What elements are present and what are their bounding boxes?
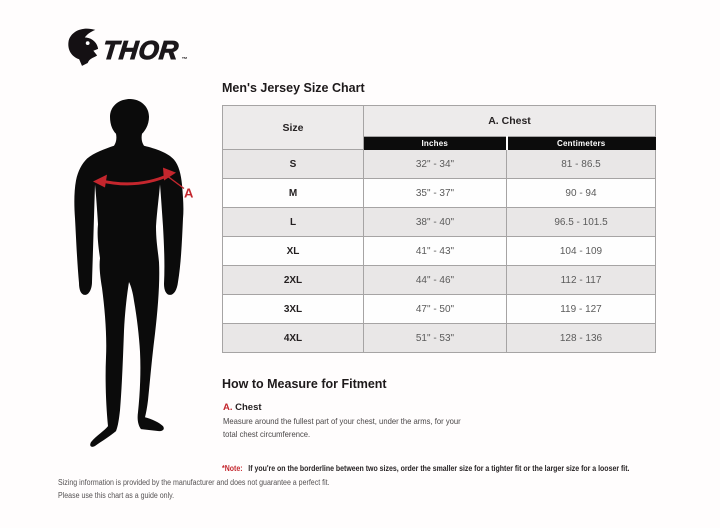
table-row bbox=[223, 266, 656, 295]
size-cell: M bbox=[223, 179, 364, 208]
disclaimer-line1: Sizing information is provided by the manufacturer and does not guarantee a perfect fit. bbox=[58, 478, 330, 487]
male-silhouette-chest-measurement bbox=[57, 97, 227, 455]
inches-cell: 47" - 50" bbox=[364, 295, 507, 324]
inches-cell: 35" - 37" bbox=[364, 179, 507, 208]
centimeters-cell: 112 - 117 bbox=[507, 266, 656, 295]
size-column-header: Size bbox=[223, 106, 364, 150]
centimeters-header: Centimeters bbox=[507, 137, 656, 150]
measure-item-letter: A. bbox=[223, 402, 233, 413]
inches-cell: 32" - 34" bbox=[364, 150, 507, 179]
size-cell: 2XL bbox=[223, 266, 364, 295]
size-cell: L bbox=[223, 208, 364, 237]
size-cell: S bbox=[223, 150, 364, 179]
size-chart-panel bbox=[222, 0, 662, 528]
centimeters-cell: 128 - 136 bbox=[507, 324, 656, 353]
inches-cell: 51" - 53" bbox=[364, 324, 507, 353]
thor-wordmark: THOR bbox=[101, 35, 181, 65]
note-label: *Note: bbox=[222, 463, 243, 473]
centimeters-cell: 104 - 109 bbox=[507, 237, 656, 266]
centimeters-cell: 96.5 - 101.5 bbox=[507, 208, 656, 237]
table-row bbox=[223, 324, 656, 353]
measure-item-chest bbox=[223, 402, 262, 413]
page-title: Men's Jersey Size Chart bbox=[222, 81, 365, 95]
table-row bbox=[223, 179, 656, 208]
centimeters-cell: 81 - 86.5 bbox=[507, 150, 656, 179]
measure-item-label: Chest bbox=[235, 402, 262, 413]
trademark-symbol: ™ bbox=[181, 57, 188, 63]
centimeters-cell: 90 - 94 bbox=[507, 179, 656, 208]
table-row bbox=[223, 150, 656, 179]
sizing-note bbox=[222, 463, 629, 473]
table-row bbox=[223, 208, 656, 237]
table-row bbox=[223, 237, 656, 266]
size-chart-table bbox=[222, 105, 656, 353]
table-header-row bbox=[223, 106, 656, 137]
thor-ram-head-icon bbox=[64, 26, 100, 66]
inches-header: Inches bbox=[364, 137, 507, 150]
manufacturer-disclaimer bbox=[58, 477, 330, 503]
table-row bbox=[223, 295, 656, 324]
measure-description-line1: Measure around the fullest part of your chest, under the arms, for your bbox=[223, 416, 461, 426]
chest-label-a: A bbox=[184, 185, 194, 201]
note-text: If you're on the borderline between two sizes, order the smaller size for a tighter fit or the larger size for a looser fit. bbox=[248, 463, 630, 473]
measure-description bbox=[223, 415, 461, 441]
size-cell: 3XL bbox=[223, 295, 364, 324]
inches-cell: 41" - 43" bbox=[364, 237, 507, 266]
size-cell: 4XL bbox=[223, 324, 364, 353]
disclaimer-line2: Please use this chart as a guide only. bbox=[58, 490, 175, 500]
size-cell: XL bbox=[223, 237, 364, 266]
inches-cell: 44" - 46" bbox=[364, 266, 507, 295]
measure-description-line2: total chest circumference. bbox=[223, 429, 311, 440]
howto-heading: How to Measure for Fitment bbox=[222, 377, 387, 391]
chest-column-header: A. Chest bbox=[364, 106, 656, 137]
centimeters-cell: 119 - 127 bbox=[507, 295, 656, 324]
thor-logo bbox=[64, 26, 188, 66]
inches-cell: 38" - 40" bbox=[364, 208, 507, 237]
